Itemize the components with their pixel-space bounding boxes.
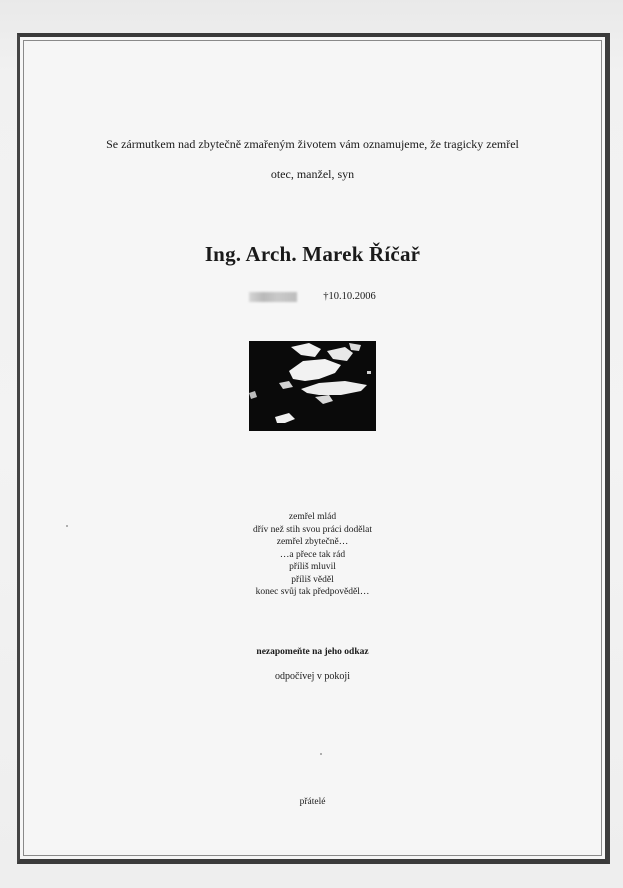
photo-image xyxy=(249,341,376,431)
rest-in-peace-line: odpočívej v pokoji xyxy=(275,671,350,682)
redacted-birth-date xyxy=(249,292,297,302)
poem xyxy=(20,511,605,599)
poem-line: zemřel zbytečně… xyxy=(276,537,349,547)
death-date: †10.10.2006 xyxy=(323,291,376,302)
deceased-name: Ing. Arch. Marek Říčař xyxy=(204,242,421,266)
intro-text: Se zármutkem nad zbytečně zmařeným životem vám oznamujeme, že tragicky zemřel xyxy=(106,137,519,151)
poem-line: dřív než stih svou práci dodělat xyxy=(253,524,372,535)
poem-line: konec svůj tak předpověděl… xyxy=(255,587,370,597)
signature-friends: přátelé xyxy=(299,797,326,807)
inner-border xyxy=(23,40,602,856)
scan-speck xyxy=(66,525,68,527)
family-relations: otec, manžel, syn xyxy=(270,167,355,181)
poem-line: zemřel mlád xyxy=(288,512,337,522)
dates-line xyxy=(20,291,605,302)
mourning-notice-frame xyxy=(17,33,610,864)
poem-line: příliš mluvil xyxy=(289,562,336,572)
poem-line: …a přece tak rád xyxy=(279,549,346,560)
legacy-line: nezapomeňte na jeho odkaz xyxy=(256,647,369,657)
scan-speck xyxy=(320,753,322,755)
poem-line: příliš věděl xyxy=(291,574,334,585)
